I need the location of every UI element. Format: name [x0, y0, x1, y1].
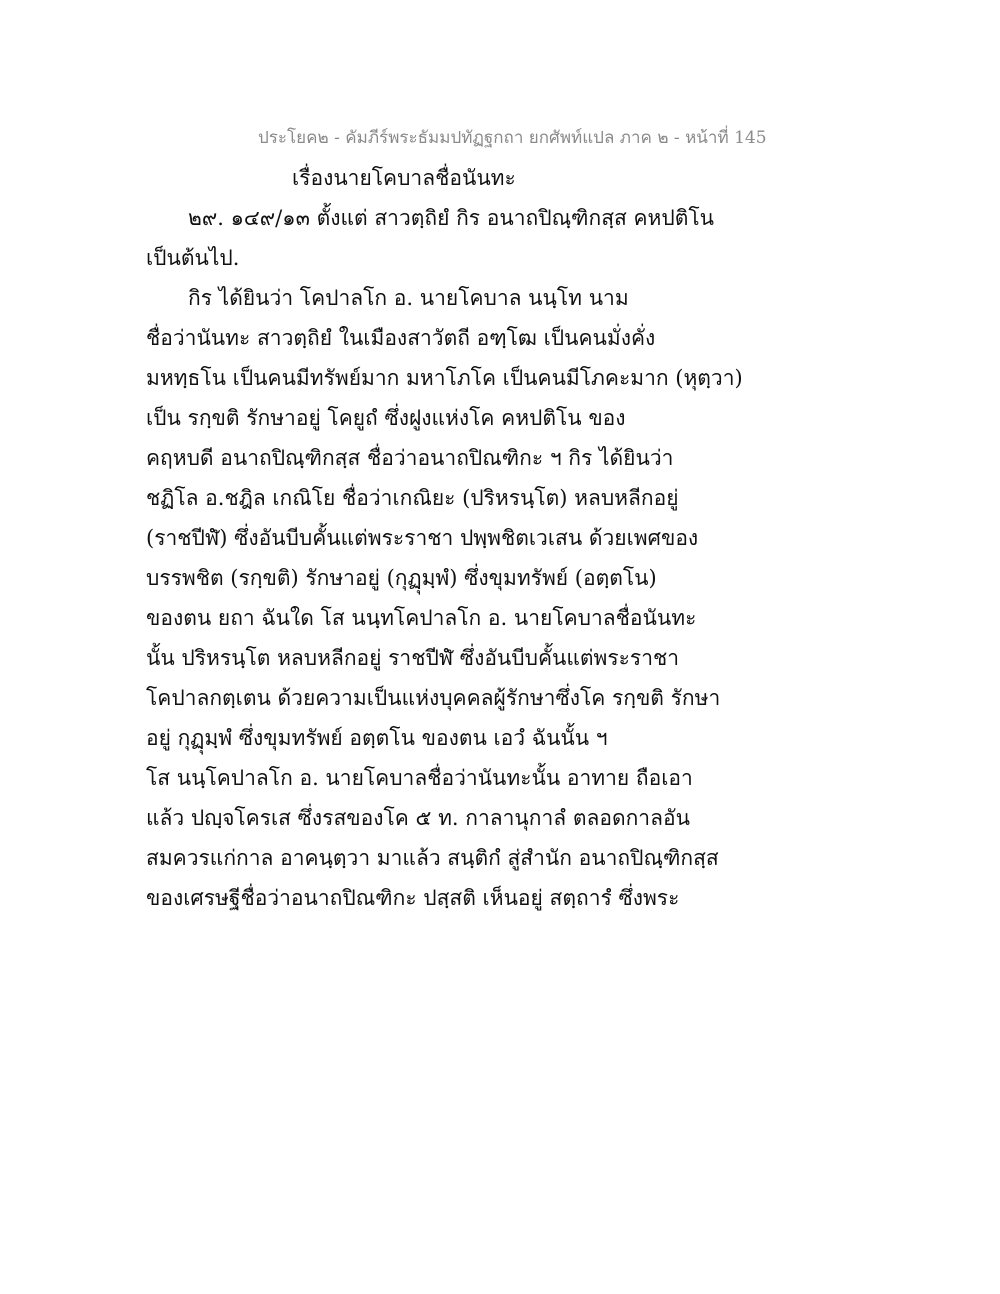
text-line: ของเศรษฐีชื่อว่าอนาถปิณฑิกะ ปสฺสติ เห็นอยู่ สตฺถารํ ซึ่งพระ: [146, 886, 680, 910]
text-line: โคปาลกตฺเตน ด้วยความเป็นแห่งบุคคลผู้รักษาซึ่งโค รกฺขติ รักษา: [146, 686, 721, 710]
story-title: เรื่องนายโคบาลชื่อนันทะ: [292, 166, 516, 190]
text-line: ชฏิโล อ.ชฎิล เกณิโย ชื่อว่าเกณิยะ (ปริหรนฺโต) หลบหลีกอยู่: [146, 486, 679, 510]
text-line: แล้ว ปญฺจโครเส ซึ่งรสของโค ๕ ท. กาลานุกาลํ ตลอดกาลอัน: [146, 806, 690, 830]
text-line: เป็น รกฺขติ รักษาอยู่ โคยูถํ ซึ่งฝูงแห่งโค คหปติโน ของ: [146, 406, 626, 430]
text-line: นั้น ปริหรนฺโต หลบหลีกอยู่ ราชปีฬํ ซึ่งอันบีบคั้นแต่พระราชา: [146, 646, 680, 670]
text-line: ของตน ยถา ฉันใด โส นนฺทโคปาลโก อ. นายโคบาลชื่อนันทะ: [146, 606, 697, 630]
text-line: อยู่ กุฏุมฺพํ ซึ่งขุมทรัพย์ อตฺตโน ของตน เอวํ ฉันนั้น ฯ: [146, 726, 608, 750]
text-line: ๒๙. ๑๔๙/๑๓ ตั้งแต่ สาวตฺถิยํ กิร อนาถปิณฺฑิกสฺส คหปติโน: [188, 206, 714, 230]
text-line: บรรพชิต (รกฺขติ) รักษาอยู่ (กุฏุมฺพํ) ซึ่งขุมทรัพย์ (อตฺตโน): [146, 566, 657, 590]
text-line: ชื่อว่านันทะ สาวตฺถิยํ ในเมืองสาวัตถี อฑฺโฒ เป็นคนมั่งคั่ง: [146, 326, 656, 350]
text-line: คฤหบดี อนาถปิณฺฑิกสฺส ชื่อว่าอนาถปิณฑิกะ ฯ กิร ได้ยินว่า: [146, 446, 674, 470]
text-line: กิร ได้ยินว่า โคปาลโก อ. นายโคบาล นนฺโท นาม: [188, 286, 629, 310]
text-line: โส นนฺโคปาลโก อ. นายโคบาลชื่อว่านันทะนั้น อาทาย ถือเอา: [146, 766, 693, 790]
text-line: (ราชปีฬํ) ซึ่งอันบีบคั้นแต่พระราชา ปพฺพชิตเวเสน ด้วยเพศของ: [146, 526, 699, 550]
running-header: ประโยค๒ - คัมภีร์พระธัมมปทัฏฐกถา ยกศัพท์แปล ภาค ๒ - หน้าที่ 145: [258, 128, 767, 148]
text-line: เป็นต้นไป.: [146, 246, 240, 270]
text-line: มหทฺธโน เป็นคนมีทรัพย์มาก มหาโภโค เป็นคนมีโภคะมาก (หุตฺวา): [146, 366, 743, 390]
text-line: สมควรแก่กาล อาคนฺตฺวา มาแล้ว สนฺติกํ สู่สำนัก อนาถปิณฺฑิกสฺส: [146, 846, 719, 870]
